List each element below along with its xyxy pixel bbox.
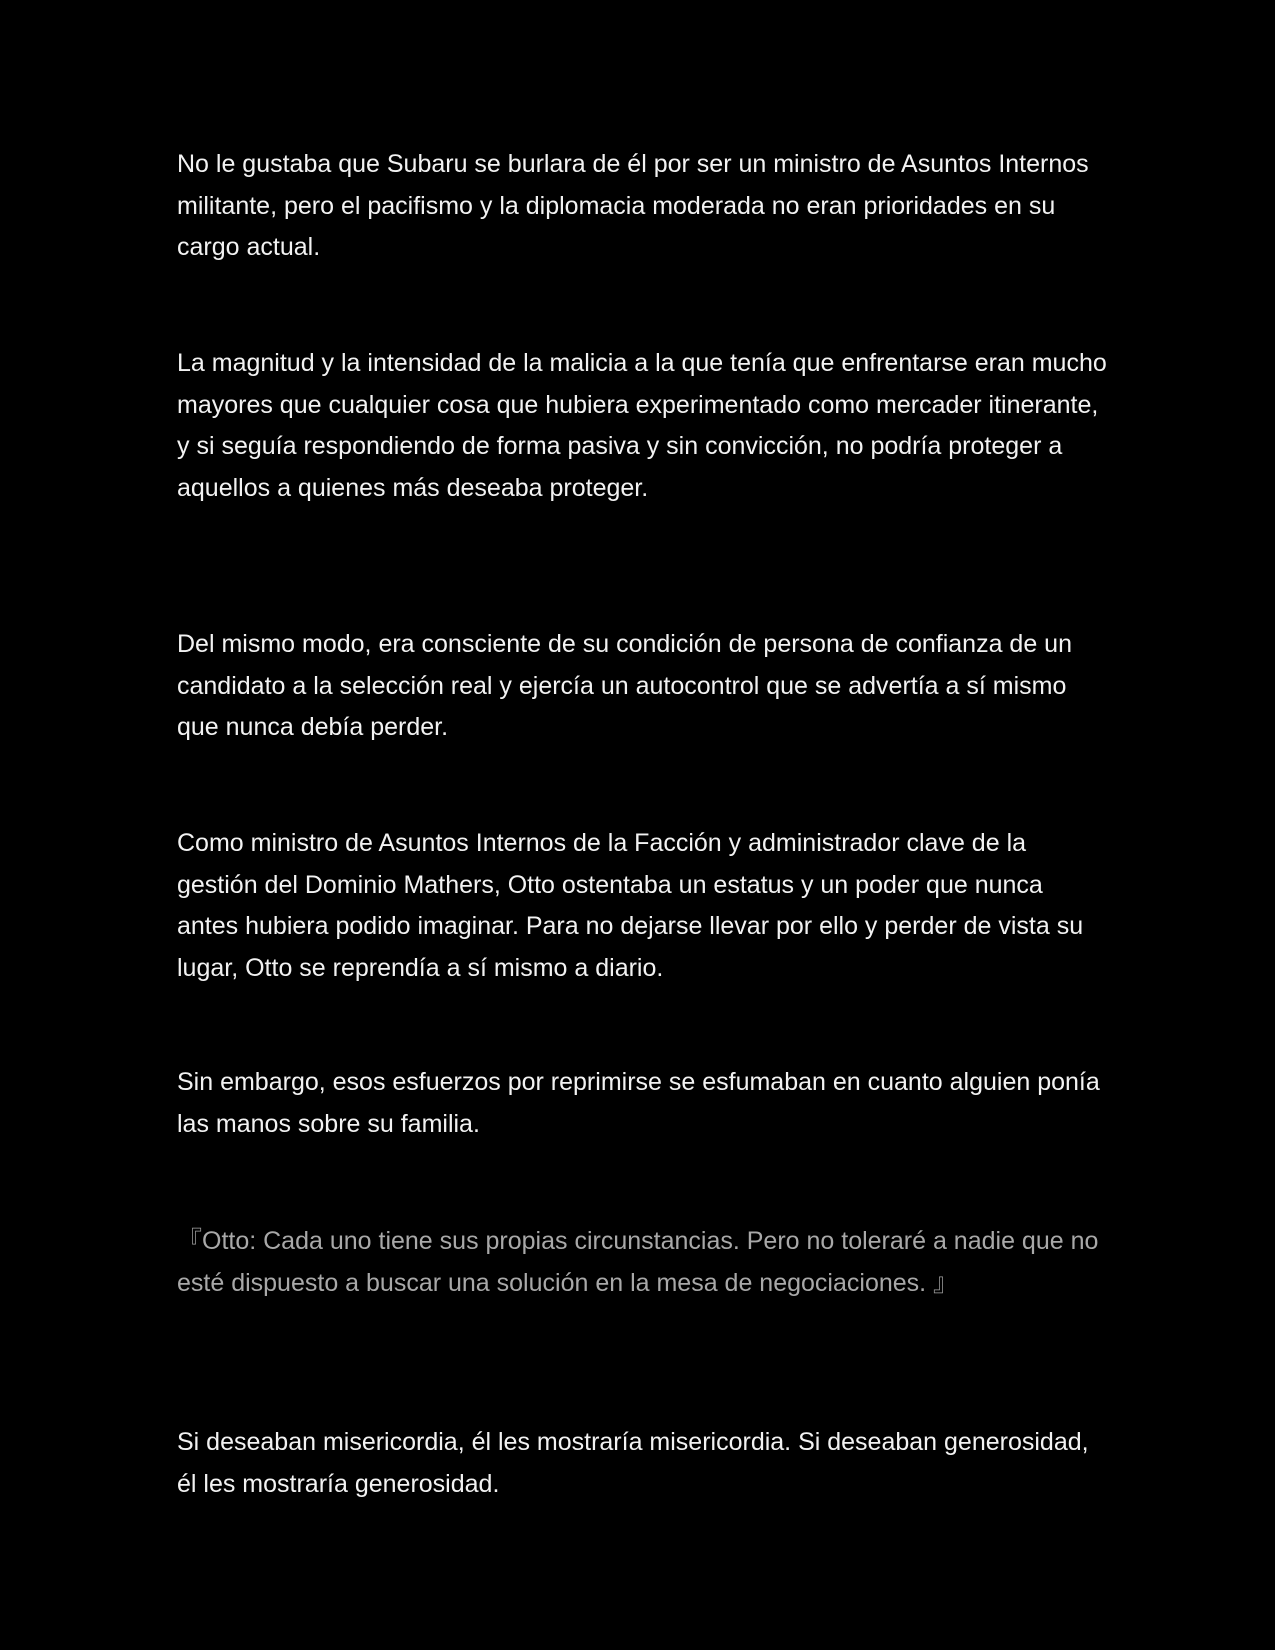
paragraph: Si deseaban misericordia, él les mostraría misericordia. Si deseaban generosidad, él les mostraría generosidad. — [177, 1428, 1089, 1498]
dialogue-paragraph: 『Otto: Cada uno tiene sus propias circunstancias. Pero no toleraré a nadie que no esté dispuesto a buscar una solución en la mesa de negociaciones. 』 — [177, 1227, 1099, 1297]
paragraph: La magnitud y la intensidad de la malicia a la que tenía que enfrentarse eran mucho mayores que cualquier cosa que hubiera experimentado como mercader itinerante, y si seguía respondiendo de forma pasiva y sin convicción, no podría proteger a aquellos a quienes más deseaba proteger. — [177, 349, 1107, 502]
paragraph: Del mismo modo, era consciente de su condición de persona de confianza de un candidato a la selección real y ejercía un autocontrol que se advertía a sí mismo que nunca debía perder. — [177, 630, 1072, 741]
paragraph: Sin embargo, esos esfuerzos por reprimirse se esfumaban en cuanto alguien ponía las manos sobre su familia. — [177, 1068, 1100, 1138]
paragraph: Como ministro de Asuntos Internos de la Facción y administrador clave de la gestión del Dominio Mathers, Otto ostentaba un estatus y un poder que nunca antes hubiera podido imaginar. Para no dejarse llevar por ello y perder de vista su lugar, Otto se reprendía a sí mismo a diario. — [177, 829, 1084, 982]
paragraph: No le gustaba que Subaru se burlara de él por ser un ministro de Asuntos Internos militante, pero el pacifismo y la diplomacia moderada no eran prioridades en su cargo actual. — [177, 150, 1089, 261]
